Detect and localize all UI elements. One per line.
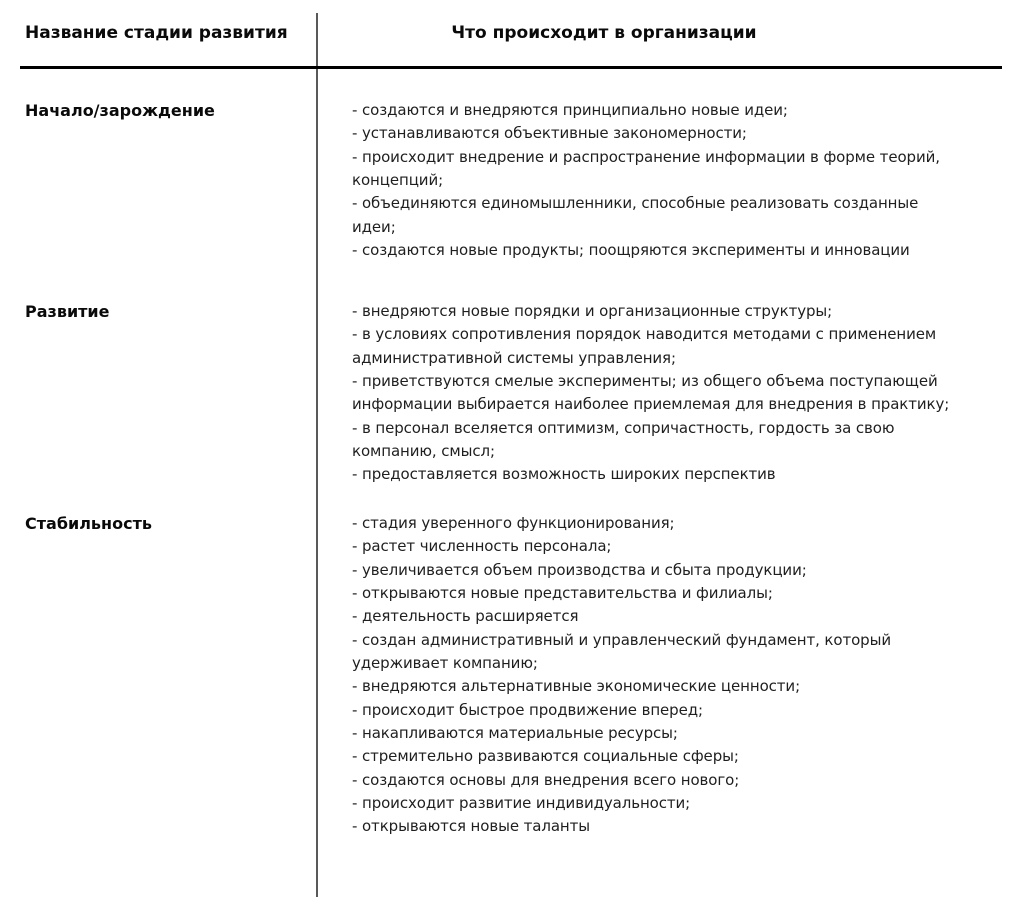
stage-description bbox=[352, 300, 1012, 487]
stage-name: Начало/зарождение bbox=[25, 101, 215, 120]
description-line: - внедряются новые порядки и организационные структуры; bbox=[352, 302, 833, 320]
description-line: - увеличивается объем производства и сбыта продукции; bbox=[352, 560, 807, 579]
description-line: - создаются новые продукты; поощряются эксперименты и инновации bbox=[352, 240, 910, 259]
description-line: - создаются и внедряются принципиально новые идеи; bbox=[352, 101, 788, 119]
description-line: - предоставляется возможность широких перспектив bbox=[352, 465, 776, 484]
stage-description bbox=[352, 99, 1012, 262]
description-line: - открываются новые таланты bbox=[352, 817, 591, 836]
description-line: - происходит внедрение и распространение информации в форме теорий, bbox=[352, 147, 940, 166]
header-rule bbox=[20, 66, 1002, 69]
description-line: - в персонал вселяется оптимизм, сопричастность, гордость за свою bbox=[352, 418, 895, 437]
description-line: - в условиях сопротивления порядок наводится методами с применением bbox=[352, 325, 937, 344]
stage-name: Стабильность bbox=[25, 514, 152, 533]
description-line: - создаются основы для внедрения всего нового; bbox=[352, 770, 740, 789]
column-divider bbox=[316, 13, 318, 897]
stage-name: Развитие bbox=[25, 302, 110, 321]
stage-description bbox=[352, 512, 1012, 839]
content-column-header: Что происходит в организации bbox=[451, 23, 757, 43]
description-line: - деятельность расширяется bbox=[352, 607, 579, 626]
description-line: идеи; bbox=[352, 217, 396, 236]
description-line: - внедряются альтернативные экономические ценности; bbox=[352, 677, 801, 696]
description-line: - создан административный и управленческий фундамент, который bbox=[352, 630, 891, 649]
description-line: - происходит быстрое продвижение вперед; bbox=[352, 700, 703, 719]
description-line: - объединяются единомышленники, способные реализовать созданные bbox=[352, 194, 919, 213]
description-line: - происходит развитие индивидуальности; bbox=[352, 793, 691, 812]
description-line: концепций; bbox=[352, 170, 444, 189]
description-line: - стремительно развиваются социальные сферы; bbox=[352, 747, 739, 766]
description-line: административной системы управления; bbox=[352, 348, 676, 367]
description-line: удерживает компанию; bbox=[352, 653, 538, 672]
description-line: - устанавливаются объективные закономерности; bbox=[352, 124, 747, 143]
description-line: - открываются новые представительства и филиалы; bbox=[352, 583, 773, 602]
description-line: - накапливаются материальные ресурсы; bbox=[352, 723, 678, 742]
stage-column-header: Название стадии развития bbox=[25, 23, 288, 43]
description-line: - приветствуются смелые эксперименты; из общего объема поступающей bbox=[352, 371, 938, 390]
description-line: информации выбирается наиболее приемлемая для внедрения в практику; bbox=[352, 395, 950, 414]
description-line: - растет численность персонала; bbox=[352, 537, 612, 556]
description-line: - стадия уверенного функционирования; bbox=[352, 514, 675, 532]
description-line: компанию, смысл; bbox=[352, 441, 495, 460]
